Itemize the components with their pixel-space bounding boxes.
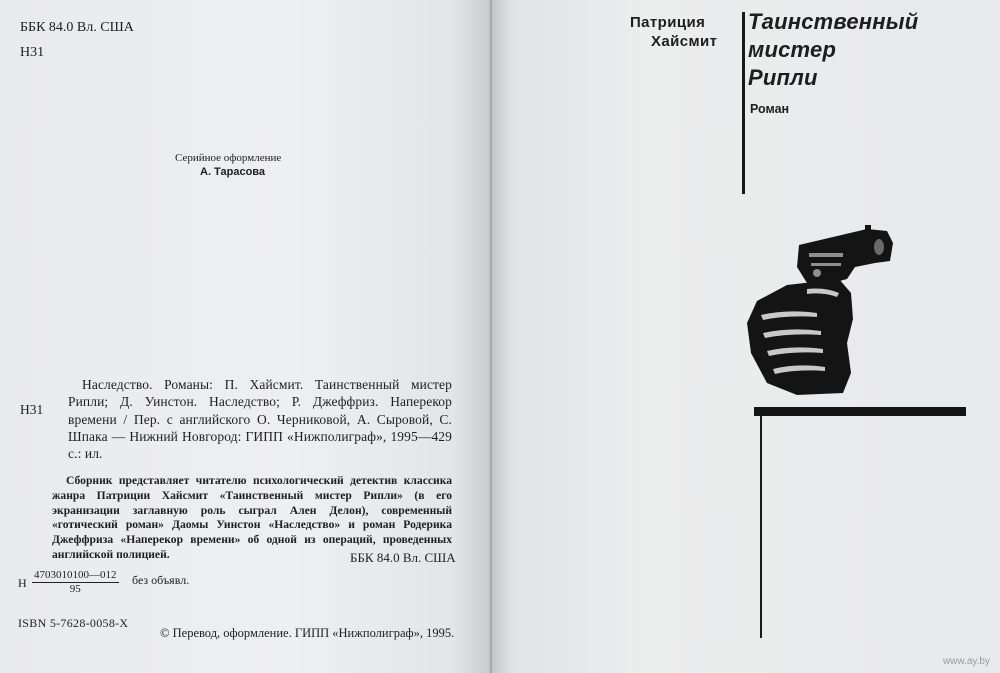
index-fraction (32, 568, 119, 596)
watermark: www.ay.by (942, 656, 990, 667)
title-line-2: мистер (748, 37, 837, 62)
bbk-classification-bottom: ББК 84.0 Вл. США (350, 550, 456, 565)
isbn: ISBN 5-7628-0058-Х (18, 616, 129, 630)
annotation-text: Сборник представляет читателю психологический детектив классика жанра Патриции Хайсмит «Таинственный мистер Рипли» (в его экранизации заглавную роль сыграл Ален Делон), современный «готический роман» Даомы Уинстон «Наследство» и роман Родерика Джеффриза «Наперекор времени» об одной из операций, проведенных английской полицией. (52, 474, 452, 561)
left-page (0, 0, 492, 673)
author-first-name: Патриция (630, 14, 706, 31)
title-vertical-rule (742, 12, 745, 194)
catalog-entry: Наследство. Романы: П. Хайсмит. Таинственный мистер Рипли; Д. Уинстон. Наследство; Р. Джеффриз. Наперекор времени / Пер. с английского О. Черниковой, А. Сыровой, С. Шпака — Нижний Новгород: ГИПП «Нижполиграф», 1995—429 с.: ил. (68, 377, 452, 462)
index-letter: Н (18, 576, 27, 590)
title-line-1: Таинственный (748, 9, 919, 34)
right-page (492, 0, 1000, 673)
title-line-3: Рипли (748, 65, 818, 90)
catalog-author-code: Н31 (20, 402, 44, 417)
index-numerator: 4703010100—012 (34, 569, 117, 581)
copyright-line: © Перевод, оформление. ГИПП «Нижполиграф», 1995. (160, 626, 455, 640)
index-note: без объявл. (132, 573, 190, 587)
genre-label: Роман (750, 102, 790, 116)
book-title (748, 8, 988, 92)
bottom-vertical-rule (760, 416, 762, 638)
index-denominator: 95 (69, 583, 81, 595)
author-code-top: Н31 (20, 45, 45, 60)
series-designer-name: А. Тарасова (200, 166, 266, 178)
series-design-label: Серийное оформление (175, 152, 282, 164)
revolver-in-hand-illustration (747, 223, 897, 398)
bbk-classification-top: ББК 84.0 Вл. США (20, 20, 134, 35)
author-last-name: Хайсмит (651, 33, 718, 50)
horizontal-bar-rule (754, 407, 966, 416)
